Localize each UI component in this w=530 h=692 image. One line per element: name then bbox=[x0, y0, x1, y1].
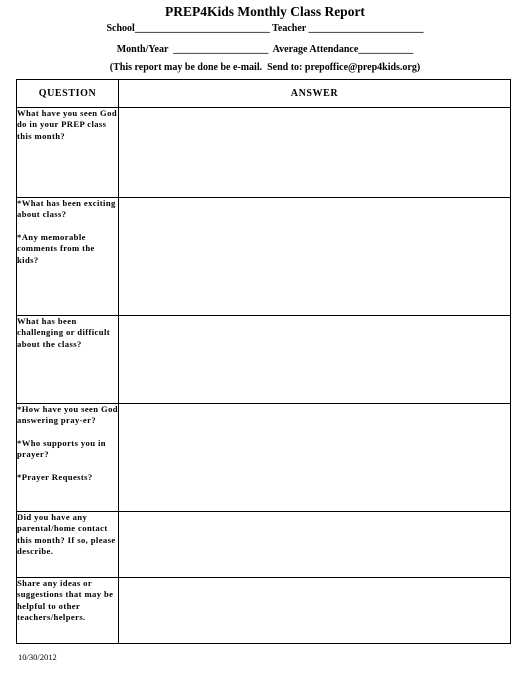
teacher-label: Teacher bbox=[269, 23, 309, 34]
table-row bbox=[17, 108, 511, 198]
school-label: School bbox=[106, 23, 135, 34]
school-field[interactable]: ___________________________ bbox=[134, 23, 270, 34]
question-text: Did you have any parental/home contact this month? If so, please describe. bbox=[17, 512, 116, 557]
table-row bbox=[17, 578, 511, 644]
report-table bbox=[16, 79, 511, 644]
school-teacher-line bbox=[0, 23, 530, 34]
attendance-field[interactable]: ___________ bbox=[358, 44, 414, 55]
question-cell bbox=[17, 512, 119, 578]
question-text: *How have you seen God answering pray-er? bbox=[17, 404, 118, 426]
month-year-field[interactable]: ___________________ bbox=[173, 44, 269, 55]
question-text: *Any memorable comments from the kids? bbox=[17, 231, 95, 265]
question-header: QUESTION bbox=[17, 80, 119, 108]
teacher-field[interactable]: _______________________ bbox=[308, 23, 424, 34]
answer-header: ANSWER bbox=[119, 80, 511, 108]
answer-cell[interactable] bbox=[119, 108, 511, 198]
attendance-label: Average Attendance bbox=[268, 44, 359, 55]
answer-cell[interactable] bbox=[119, 578, 511, 644]
question-cell bbox=[17, 316, 119, 404]
question-cell bbox=[17, 198, 119, 316]
table-row bbox=[17, 512, 511, 578]
question-text: What has been challenging or difficult about the class? bbox=[17, 316, 110, 349]
question-cell bbox=[17, 108, 119, 198]
question-text: Share any ideas or suggestions that may be helpful to other teachers/helpers. bbox=[17, 578, 114, 623]
question-text: *Prayer Requests? bbox=[17, 471, 93, 482]
answer-cell[interactable] bbox=[119, 404, 511, 512]
table-header-row bbox=[17, 80, 511, 108]
table-row bbox=[17, 316, 511, 404]
question-cell bbox=[17, 404, 119, 512]
month-year-label: Month/Year bbox=[116, 44, 174, 55]
question-text: *Who supports you in prayer? bbox=[17, 437, 106, 460]
footer-date: 10/30/2012 bbox=[18, 652, 57, 662]
report-title: PREP4Kids Monthly Class Report bbox=[165, 4, 365, 19]
question-cell bbox=[17, 578, 119, 644]
question-text: What have you seen God do in your PREP class this month? bbox=[17, 108, 117, 141]
answer-cell[interactable] bbox=[119, 316, 511, 404]
table-row bbox=[17, 198, 511, 316]
month-attendance-line bbox=[0, 44, 530, 55]
answer-cell[interactable] bbox=[119, 512, 511, 578]
email-instructions: (This report may be done be e-mail. Send to: prepoffice@prep4kids.org) bbox=[109, 62, 421, 73]
answer-cell[interactable] bbox=[119, 198, 511, 316]
table-row bbox=[17, 404, 511, 512]
question-text: *What has been exciting about class? bbox=[17, 198, 116, 220]
